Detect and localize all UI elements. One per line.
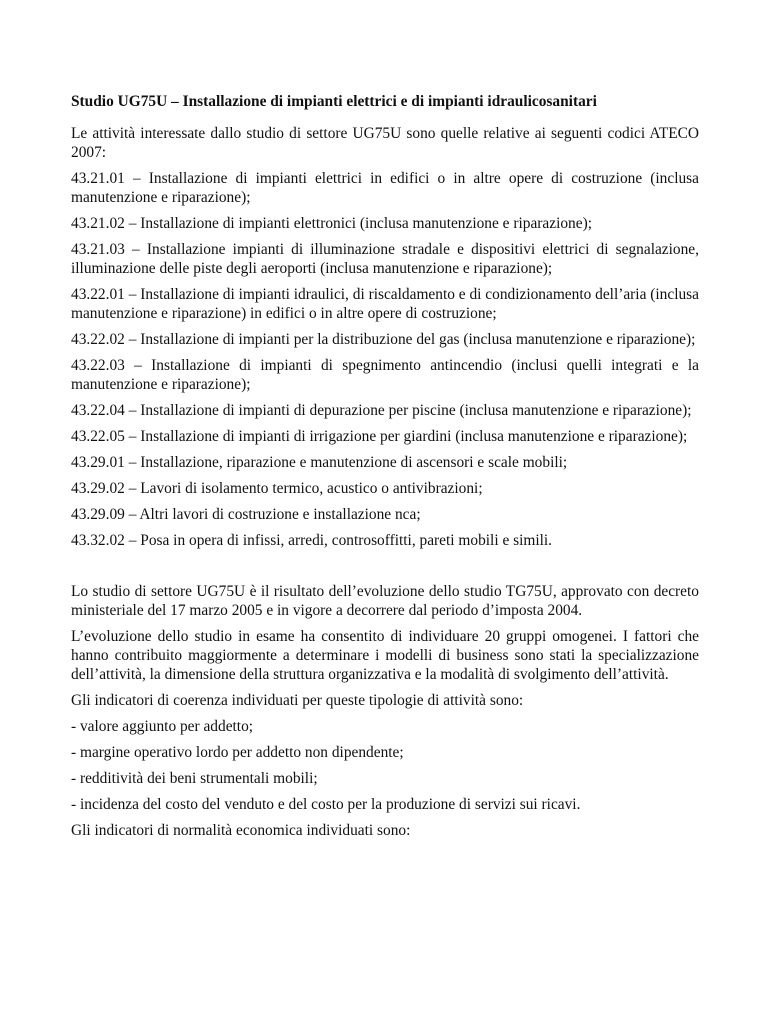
code-item: 43.21.01 – Installazione di impianti elettrici in edifici o in altre opere di costruzione (inclusa manutenzione e riparazione); <box>71 170 699 206</box>
code-item: 43.22.02 – Installazione di impianti per la distribuzione del gas (inclusa manutenzione e riparazione); <box>71 331 696 348</box>
coherence-item: - valore aggiunto per addetto; <box>71 718 254 735</box>
code-item: 43.22.05 – Installazione di impianti di irrigazione per giardini (inclusa manutenzione e riparazione); <box>71 428 688 445</box>
coherence-intro: Gli indicatori di coerenza individuati per queste tipologie di attività sono: <box>71 692 524 709</box>
groups-paragraph: L’evoluzione dello studio in esame ha consentito di individuare 20 gruppi omogenei. I fattori che hanno contribuito maggiormente a determinare i modelli di business sono stati la specializzazione dell’attività, la dimensione della struttura organizzativa e la modalità di svolgimento dell’attività. <box>71 628 699 683</box>
normality-intro: Gli indicatori di normalità economica individuati sono: <box>71 822 411 839</box>
evolution-paragraph: Lo studio di settore UG75U è il risultato dell’evoluzione dello studio TG75U, approvato con decreto ministeriale del 17 marzo 2005 e in vigore a decorrere dal periodo d’imposta 2004. <box>71 583 699 619</box>
code-item: 43.22.03 – Installazione di impianti di spegnimento antincendio (inclusi quelli integrati e la manutenzione e riparazione); <box>71 357 699 393</box>
code-item: 43.21.02 – Installazione di impianti elettronici (inclusa manutenzione e riparazione); <box>71 215 592 232</box>
code-item: 43.22.01 – Installazione di impianti idraulici, di riscaldamento e di condizionamento dell’aria (inclusa manutenzione e riparazione) in edifici o in altre opere di costruzione; <box>71 286 699 322</box>
code-item: 43.22.04 – Installazione di impianti di depurazione per piscine (inclusa manutenzione e riparazione); <box>71 402 692 419</box>
section-spacer <box>71 557 699 582</box>
intro-paragraph: Le attività interessate dallo studio di settore UG75U sono quelle relative ai seguenti codici ATECO 2007: <box>71 125 699 161</box>
code-item: 43.21.03 – Installazione impianti di illuminazione stradale e dispositivi elettrici di segnalazione, illuminazione delle piste degli aeroporti (inclusa manutenzione e riparazione); <box>71 241 699 277</box>
document-title: Studio UG75U – Installazione di impianti elettrici e di impianti idraulicosanitari <box>71 93 597 110</box>
coherence-item: - incidenza del costo del venduto e del costo per la produzione di servizi sui ricavi. <box>71 796 581 813</box>
code-item: 43.29.02 – Lavori di isolamento termico, acustico o antivibrazioni; <box>71 480 483 497</box>
coherence-item: - margine operativo lordo per addetto non dipendente; <box>71 744 404 761</box>
code-item: 43.29.01 – Installazione, riparazione e manutenzione di ascensori e scale mobili; <box>71 454 568 471</box>
coherence-item: - redditività dei beni strumentali mobili; <box>71 770 318 787</box>
document-page <box>71 92 699 847</box>
code-item: 43.29.09 – Altri lavori di costruzione e installazione nca; <box>71 506 421 523</box>
code-item: 43.32.02 – Posa in opera di infissi, arredi, controsoffitti, pareti mobili e simili. <box>71 532 553 549</box>
